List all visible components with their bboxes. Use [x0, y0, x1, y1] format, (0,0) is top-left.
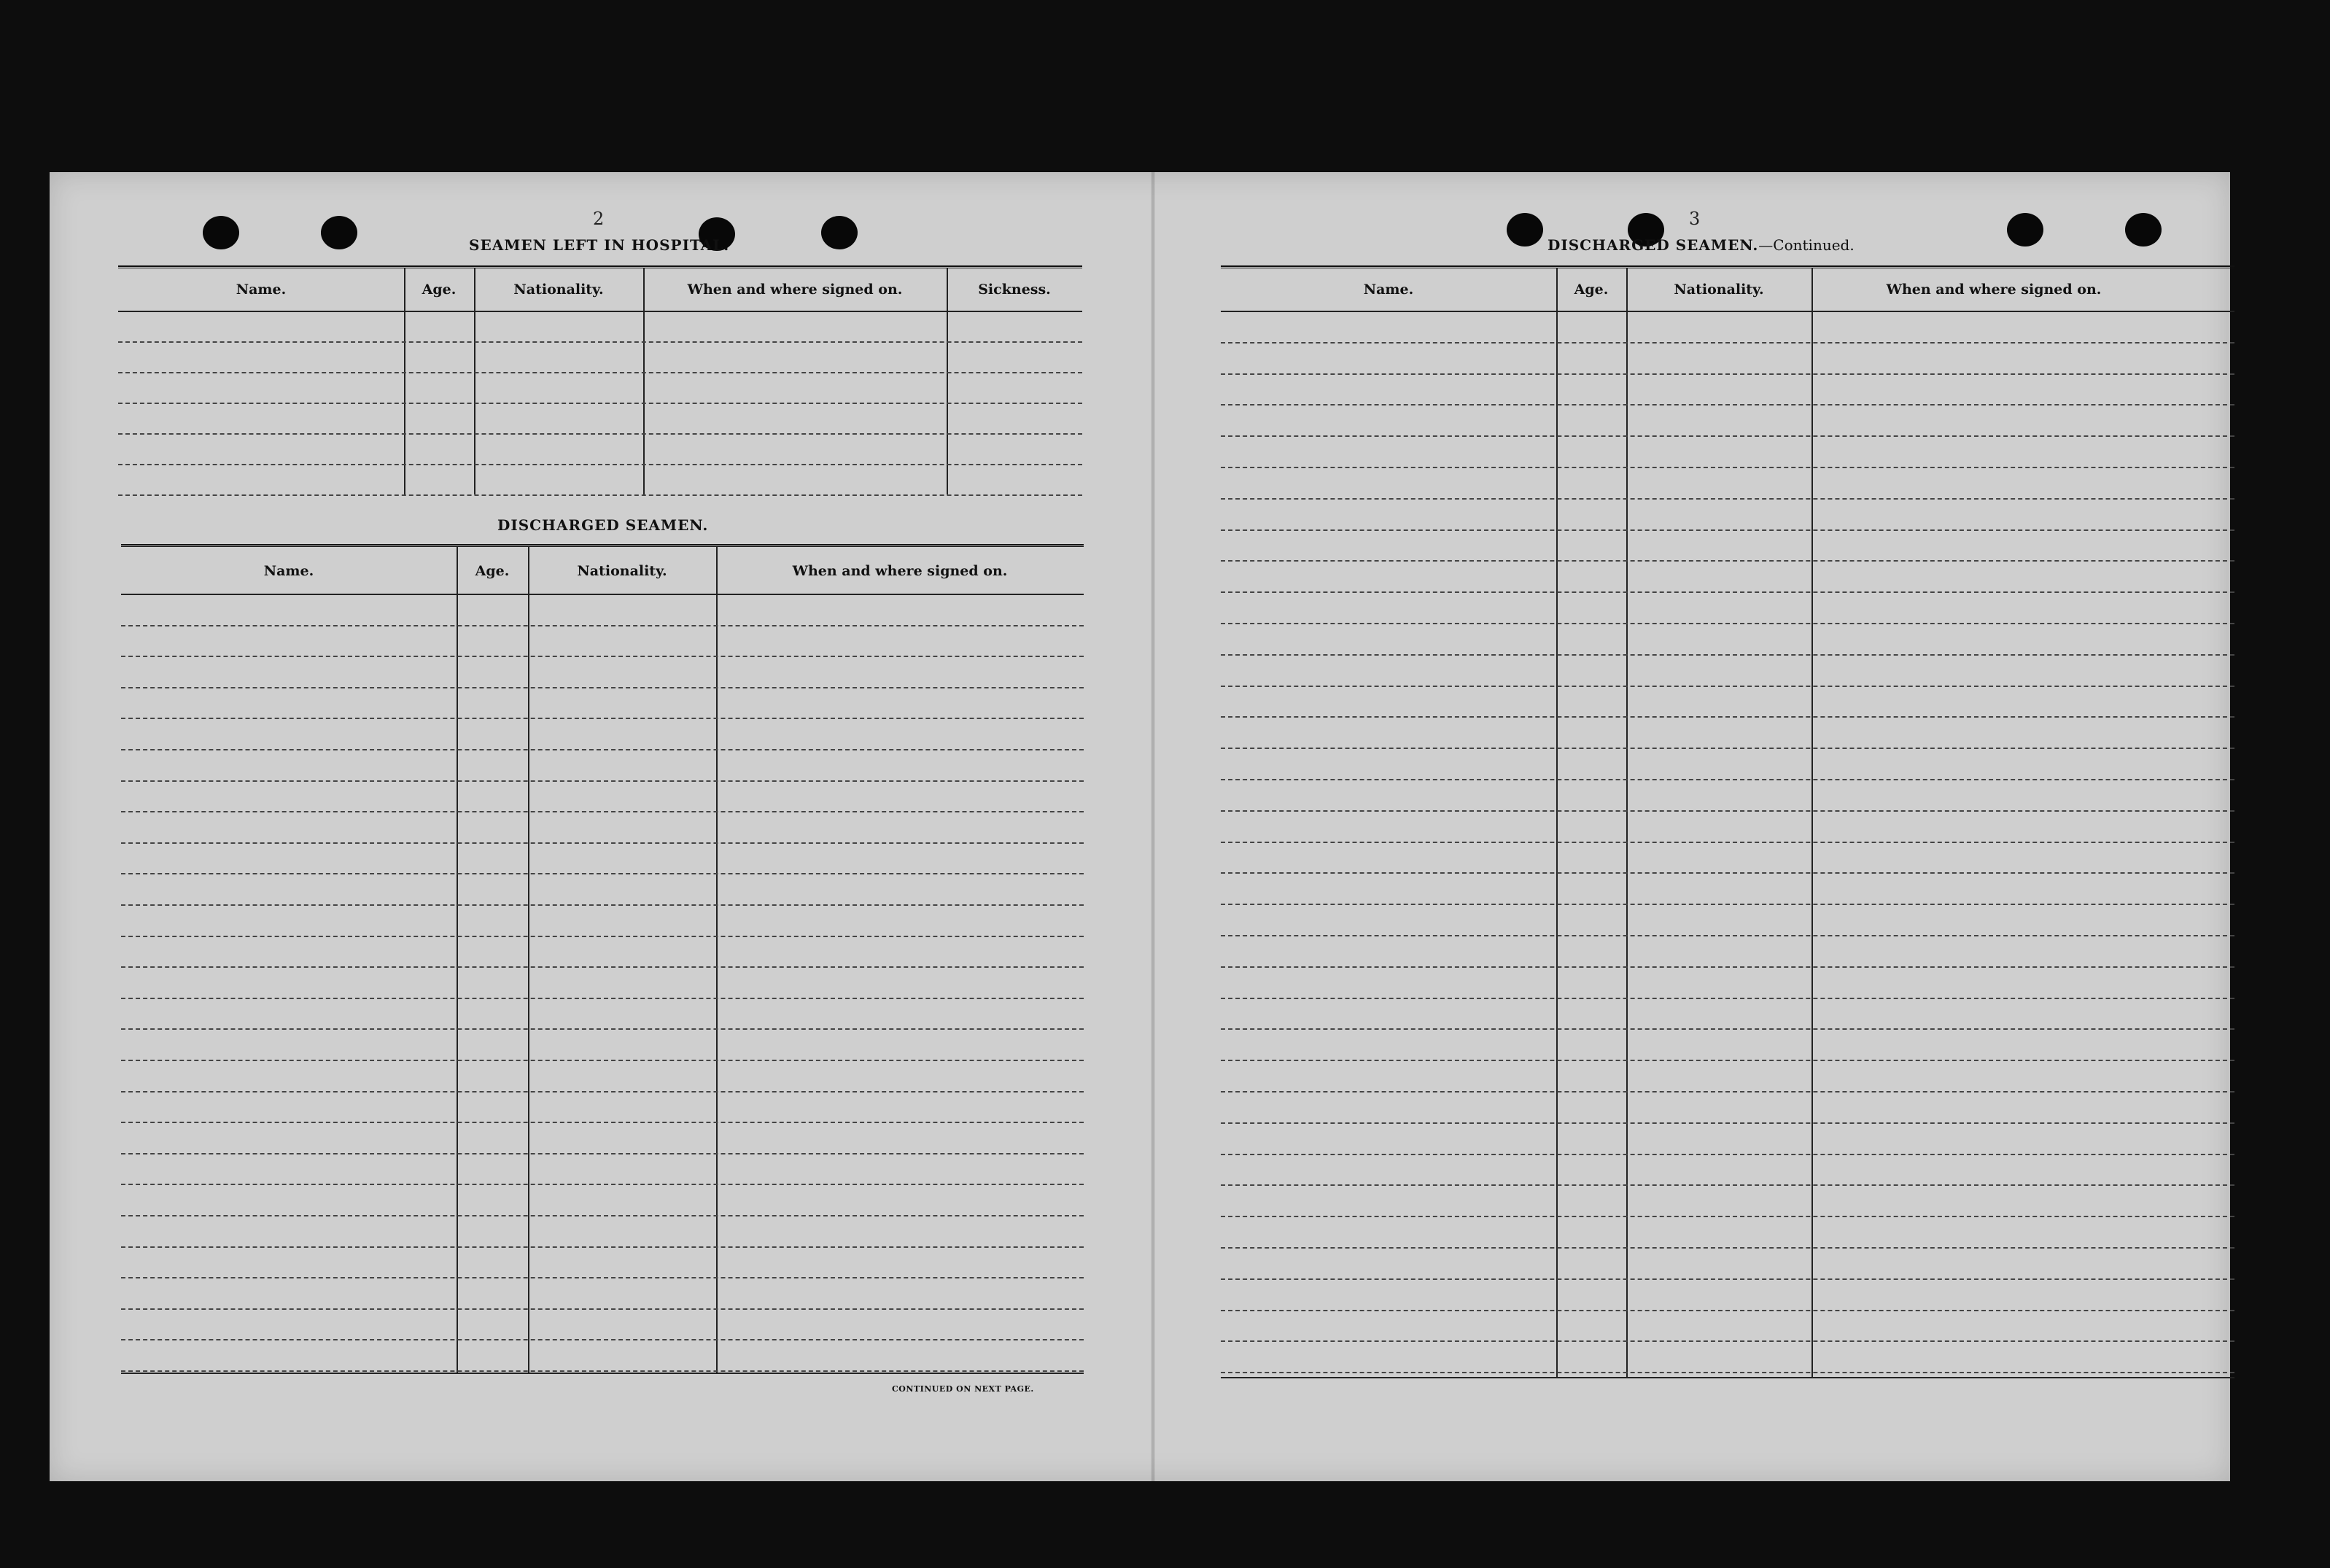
- ledger-row-line: [1221, 1060, 2234, 1061]
- punch-hole: [2007, 213, 2043, 247]
- ledger-row-line: [121, 936, 1084, 937]
- ledger-row-line: [1221, 748, 2234, 749]
- ledger-row-line: [1221, 1310, 2234, 1311]
- column-divider: [404, 268, 405, 494]
- header-nationality: Nationality.: [577, 563, 667, 579]
- ledger-row-line: [121, 1370, 1084, 1372]
- header-when-where: When and where signed on.: [687, 282, 903, 298]
- header-nationality: Nationality.: [513, 282, 604, 298]
- ledger-row-line: [1221, 1091, 2234, 1092]
- column-divider: [528, 547, 529, 1373]
- document-sheet: [50, 172, 2230, 1481]
- ledger-row-line: [121, 656, 1084, 657]
- ledger-row-line: [1221, 1028, 2234, 1030]
- table-bottom-rule: [121, 1373, 1084, 1374]
- ledger-row-line: [1221, 467, 2234, 468]
- table-bottom-rule: [1221, 1377, 2234, 1378]
- ledger-row-line: [121, 687, 1084, 688]
- ledger-row-line: [1221, 904, 2234, 905]
- ledger-row-line: [1221, 842, 2234, 843]
- ledger-row-line: [1221, 686, 2234, 687]
- ledger-row-line: [121, 1215, 1084, 1216]
- punch-hole: [1507, 213, 1543, 247]
- ledger-row-line: [1221, 404, 2234, 405]
- ledger-row-line: [121, 966, 1084, 968]
- column-divider: [1626, 268, 1628, 1377]
- header-bottom-rule: [1221, 311, 2234, 312]
- ledger-row-line: [1221, 342, 2234, 344]
- ledger-row-line: [1221, 373, 2234, 375]
- ledger-row-line: [121, 998, 1084, 999]
- ledger-row-line: [118, 403, 1082, 404]
- header-sickness: Sickness.: [978, 282, 1051, 298]
- ledger-row-line: [121, 1277, 1084, 1278]
- ledger-row-line: [1221, 1154, 2234, 1155]
- header-when-where: When and where signed on.: [1886, 282, 2102, 298]
- ledger-row-line: [1221, 1372, 2234, 1373]
- header-name: Name.: [236, 282, 287, 298]
- table-top-rule: [118, 265, 1082, 268]
- header-when-where: When and where signed on.: [792, 563, 1008, 579]
- ledger-row-line: [1221, 872, 2234, 874]
- discharged-continued-title: [1547, 236, 1855, 254]
- header-age: Age.: [1574, 282, 1609, 298]
- header-bottom-rule: [118, 311, 1082, 312]
- ledger-row-line: [121, 1184, 1084, 1185]
- ledger-row-line: [121, 842, 1084, 844]
- ledger-row-line: [1221, 435, 2234, 437]
- ledger-row-line: [1221, 779, 2234, 780]
- ledger-row-line: [1221, 998, 2234, 999]
- ledger-row-line: [1221, 1278, 2234, 1280]
- ledger-row-line: [1221, 966, 2234, 968]
- ledger-row-line: [121, 811, 1084, 812]
- ledger-row-line: [121, 1308, 1084, 1310]
- continued-note: CONTINUED ON NEXT PAGE.: [892, 1384, 1034, 1394]
- header-bottom-rule: [121, 594, 1084, 595]
- ledger-row-line: [1221, 623, 2234, 624]
- column-divider: [947, 268, 948, 494]
- ledger-row-line: [121, 780, 1084, 782]
- ledger-row-line: [1221, 1340, 2234, 1342]
- ledger-row-line: [121, 1091, 1084, 1092]
- page-number-right: 3: [1689, 209, 1701, 229]
- header-name: Name.: [1363, 282, 1414, 298]
- header-age: Age.: [475, 563, 510, 579]
- column-divider: [716, 547, 718, 1373]
- discharged-table-left: [121, 544, 1084, 1383]
- punch-hole: [321, 216, 357, 249]
- ledger-row-line: [121, 718, 1084, 719]
- ledger-row-line: [121, 1060, 1084, 1061]
- title-text: DISCHARGED SEAMEN.: [1547, 236, 1759, 254]
- ledger-row-line: [121, 1028, 1084, 1030]
- ledger-row-line: [1221, 716, 2234, 718]
- ledger-row-line: [1221, 1216, 2234, 1217]
- ledger-row-line: [1221, 935, 2234, 936]
- header-nationality: Nationality.: [1674, 282, 1764, 298]
- ledger-row-line: [118, 433, 1082, 435]
- ledger-row-line: [118, 464, 1082, 465]
- column-divider: [474, 268, 475, 494]
- table-top-rule: [121, 544, 1084, 547]
- column-divider: [1556, 268, 1558, 1377]
- column-divider: [643, 268, 645, 494]
- column-divider: [457, 547, 458, 1373]
- punch-hole: [203, 216, 239, 249]
- page-number-left: 2: [593, 209, 605, 229]
- ledger-row-line: [1221, 810, 2234, 812]
- header-age: Age.: [422, 282, 457, 298]
- header-name: Name.: [263, 563, 314, 579]
- ledger-row-line: [1221, 529, 2234, 531]
- ledger-row-line: [121, 904, 1084, 906]
- page-fold: [1151, 172, 1155, 1481]
- ledger-row-line: [121, 873, 1084, 874]
- ledger-row-line: [121, 1339, 1084, 1340]
- ledger-row-line: [1221, 498, 2234, 500]
- table-top-rule: [1221, 265, 2234, 268]
- punch-hole: [821, 216, 858, 249]
- punch-hole: [2125, 213, 2162, 247]
- ledger-row-line: [121, 625, 1084, 626]
- column-divider: [1811, 268, 1813, 1377]
- hospital-section-title: SEAMEN LEFT IN HOSPITAL.: [469, 236, 730, 254]
- ledger-row-line: [1221, 1247, 2234, 1249]
- title-continued: —Continued.: [1758, 236, 1855, 254]
- ledger-row-line: [1221, 591, 2234, 593]
- ledger-row-line: [1221, 654, 2234, 656]
- discharged-table-right: [1221, 265, 2234, 1381]
- ledger-row-line: [118, 494, 1082, 496]
- discharged-section-title: DISCHARGED SEAMEN.: [497, 516, 709, 534]
- ledger-row-line: [121, 749, 1084, 750]
- ledger-row-line: [1221, 560, 2234, 562]
- ledger-row-line: [121, 1122, 1084, 1123]
- ledger-row-line: [118, 372, 1082, 373]
- ledger-row-line: [121, 1153, 1084, 1154]
- ledger-row-line: [118, 341, 1082, 343]
- ledger-row-line: [121, 1246, 1084, 1248]
- ledger-row-line: [1221, 1122, 2234, 1124]
- ledger-row-line: [1221, 1184, 2234, 1186]
